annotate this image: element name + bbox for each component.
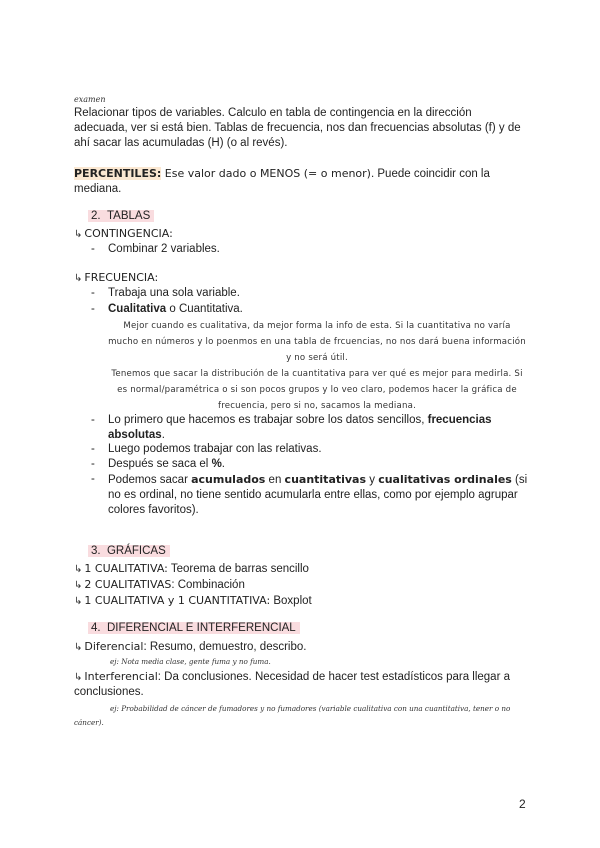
diferencial-line — [74, 639, 306, 655]
list-item — [91, 286, 511, 301]
item3-b: frecuencias absolutas — [108, 414, 492, 441]
grafica-line-1 — [74, 561, 309, 577]
dash-bullet: - — [91, 458, 95, 470]
section-2-title: TABLAS — [106, 210, 151, 222]
grafica-line-2 — [74, 577, 245, 593]
frecuencia-line — [74, 270, 158, 286]
section-4-number: 4. — [91, 622, 101, 634]
list-item — [91, 302, 511, 317]
item6-b: acumulados — [191, 473, 266, 486]
section-2-heading — [88, 210, 154, 222]
contingencia-line — [74, 226, 173, 242]
arrow-icon: ↳ — [74, 672, 83, 683]
grafica-2-text: : Combinación — [171, 579, 245, 591]
item1-text: Trabaja una sola variable. — [108, 287, 240, 299]
item6-a: Podemos sacar — [108, 474, 192, 486]
top-note: examen — [74, 95, 106, 104]
item6-e: y — [366, 474, 379, 486]
arrow-icon: ↳ — [74, 642, 83, 653]
diferencial-example: ej: Nota media clase, gente fuma y no fuma. — [110, 657, 271, 666]
list-item — [91, 457, 511, 472]
contingencia-label: CONTINGENCIA: — [84, 227, 173, 240]
percentiles-text-a: Ese valor dado o MENOS (= o menor) — [161, 167, 371, 180]
interferencial-example: ej: Probabilidad de cáncer de fumadores y no fumadores (variable cualitativa con una cuantitativa, tener o no cáncer). — [74, 704, 511, 727]
diferencial-text: : Resumo, demuestro, describo. — [143, 641, 307, 653]
grafica-2-bold: 2 CUALITATIVAS — [84, 578, 172, 591]
grafica-1-text: Teorema de barras sencillo — [167, 563, 309, 575]
arrow-icon: ↳ — [74, 596, 83, 607]
grafica-3-text: Boxplot — [270, 595, 312, 607]
interferencial-bold: Interferencial — [84, 670, 158, 683]
section-3-heading — [88, 545, 170, 557]
list-item — [91, 242, 511, 257]
section-3-number: 3. — [91, 545, 101, 557]
item6-f: cualitativas ordinales — [378, 473, 512, 486]
grafica-3-bold: 1 CUALITATIVA y 1 CUANTITATIVA: — [84, 594, 271, 607]
item6-d: cuantitativas — [284, 473, 367, 486]
percentiles-line — [74, 166, 534, 197]
section-2-number: 2. — [91, 210, 101, 222]
percentiles-text-b: . Puede coincidir con la mediana. — [74, 168, 490, 195]
list-item — [91, 442, 511, 457]
section-4-title: DIFERENCIAL E INTERFERENCIAL — [106, 622, 296, 634]
item5-c: . — [221, 458, 225, 470]
arrow-icon: ↳ — [74, 229, 83, 240]
item6-g: (si no es ordinal, no tiene sentido acumularla entre ellas, como por ejemplo agrupar colores favoritos). — [108, 474, 528, 516]
item3-c: . — [161, 429, 165, 441]
item6-c: en — [265, 474, 285, 486]
diferencial-bold: Diferencial — [84, 640, 144, 653]
frecuencia-label: FRECUENCIA: — [84, 271, 159, 284]
dash-bullet: - — [91, 303, 95, 315]
percentiles-label: PERCENTILES: — [74, 167, 162, 180]
interferencial-line — [74, 669, 526, 700]
item2-bold: Cualitativa — [108, 303, 167, 315]
dash-bullet: - — [91, 414, 95, 426]
dash-bullet: - — [91, 473, 95, 485]
dash-bullet: - — [91, 287, 95, 299]
item5-b: % — [211, 458, 222, 470]
page-number: 2 — [519, 797, 526, 811]
list-item — [91, 472, 531, 518]
item5-a: Después se saca el — [108, 458, 212, 470]
list-item — [91, 413, 531, 443]
cont-item-text: Combinar 2 variables. — [108, 243, 220, 255]
dash-bullet: - — [91, 443, 95, 455]
item4-text: Luego podemos trabajar con las relativas. — [108, 443, 322, 455]
handwritten-note-2: Tenemos que sacar la distribución de la cuantitativa para ver qué es mejor para medirla. Si es normal/paramétrica o si son pocos grupos y lo veo claro, podemos hacer la gráfica de frecuencia, pero si no, sacamos la mediana. — [111, 369, 523, 411]
item3-a: Lo primero que hacemos es trabajar sobre los datos sencillos, — [108, 414, 428, 426]
arrow-icon: ↳ — [74, 273, 83, 284]
grafica-1-bold: 1 CUALITATIVA: — [84, 562, 168, 575]
interferencial-text: : Da conclusiones. Necesidad de hacer test estadísticos para llegar a conclusiones. — [74, 671, 511, 698]
arrow-icon: ↳ — [74, 580, 83, 591]
section-4-heading — [88, 622, 300, 634]
handwritten-note-1: Mejor cuando es cualitativa, da mejor forma la info de esta. Si la cuantitativa no varía mucho en números y lo poenmos en una tabla de frcuencias, no nos dará buena información y no será útil. — [108, 321, 526, 363]
grafica-line-3 — [74, 593, 312, 609]
intro-paragraph: Relacionar tipos de variables. Calculo en tabla de contingencia en la dirección adecuada, ver si está bien. Tablas de frecuencia, nos dan frecuencias absolutas (f) y de ahí sacar las acumuladas (H) (o al revés). — [74, 107, 521, 149]
item2-rest: o Cuantitativa. — [166, 303, 243, 315]
dash-bullet: - — [91, 243, 95, 255]
section-3-title: GRÁFICAS — [106, 545, 166, 557]
arrow-icon: ↳ — [74, 564, 83, 575]
